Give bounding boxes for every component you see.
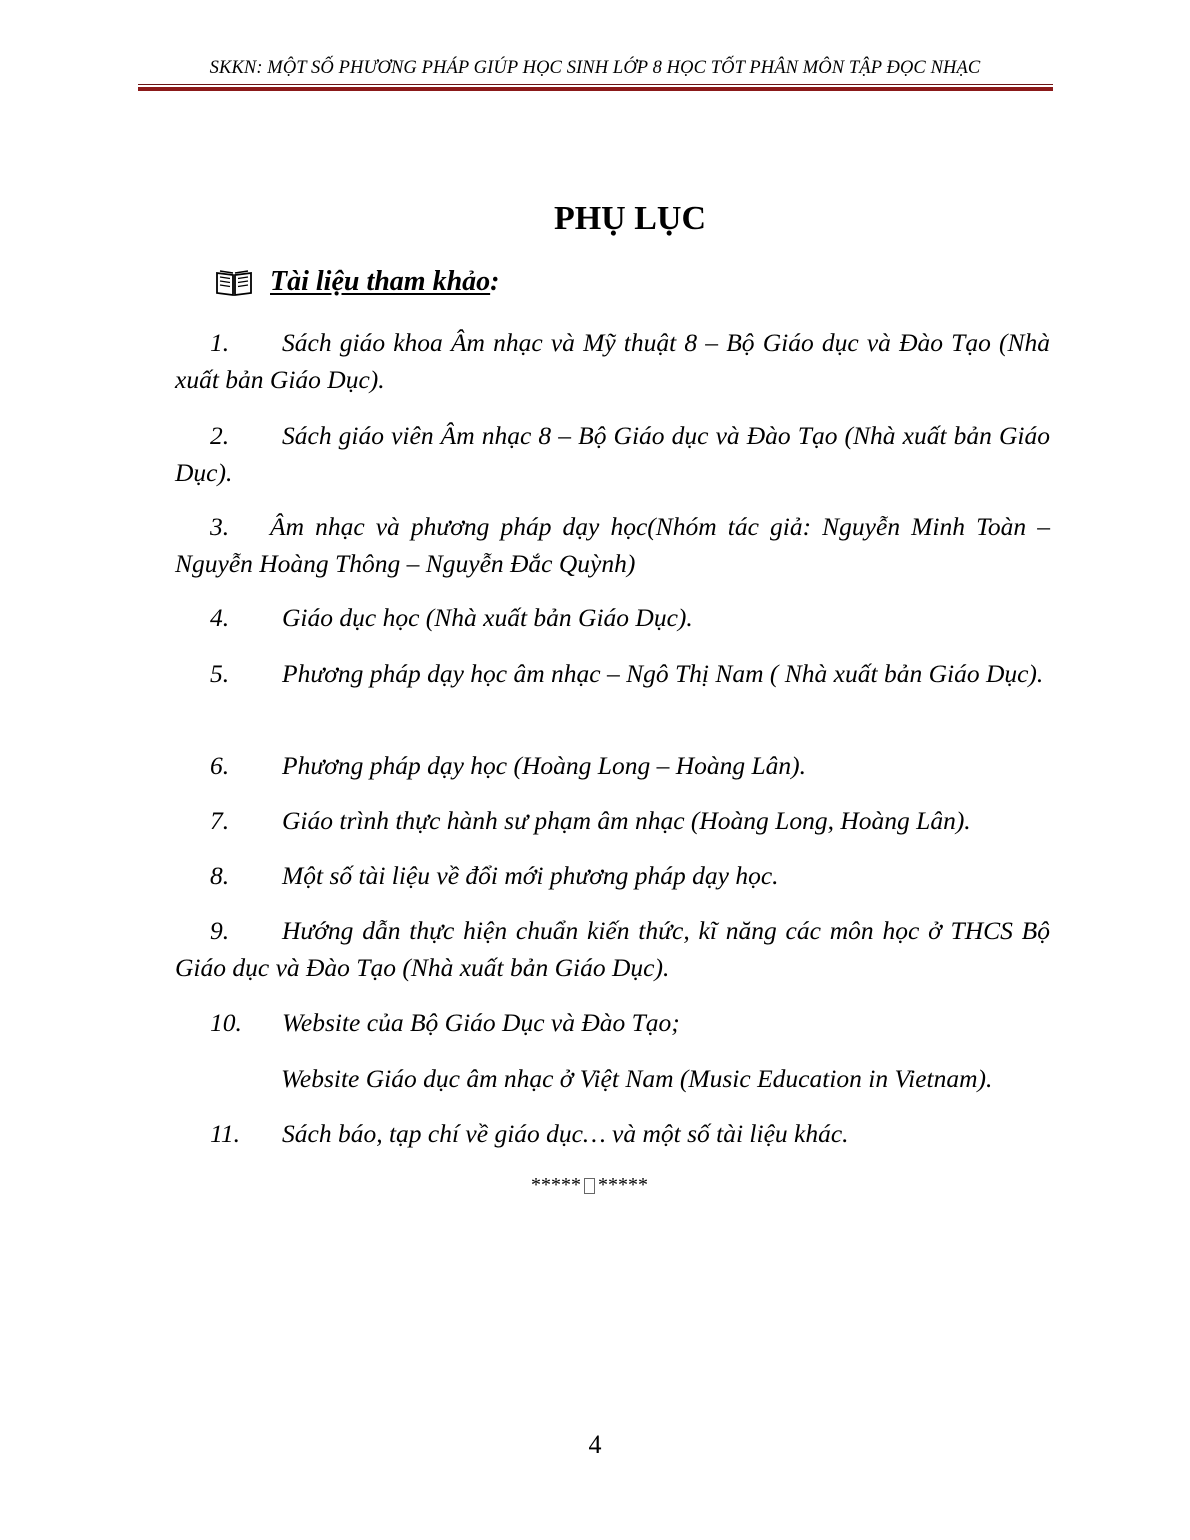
reference-number: 2. bbox=[210, 421, 230, 450]
reference-item-11 bbox=[175, 1115, 1050, 1152]
reference-text: Hướng dẫn thực hiện chuẩn kiến thức, kĩ năng các môn học ở THCS Bộ Giáo dục và Đào Tạo (Nhà xuất bản Giáo Dục). bbox=[175, 916, 1050, 982]
reference-text: Sách báo, tạp chí về giáo dục… và một số tài liệu khác. bbox=[282, 1119, 849, 1148]
reference-number: 4. bbox=[210, 603, 230, 632]
reference-item-3 bbox=[175, 508, 1050, 582]
reference-item-4 bbox=[175, 599, 1050, 636]
reference-item-10-continuation: Website Giáo dục âm nhạc ở Việt Nam (Music Education in Vietnam). bbox=[281, 1064, 993, 1093]
reference-text: Phương pháp dạy học âm nhạc – Ngô Thị Nam ( Nhà xuất bản Giáo Dục). bbox=[282, 659, 1044, 688]
reference-number: 8. bbox=[210, 861, 230, 890]
reference-item-9 bbox=[175, 912, 1050, 986]
reference-item-5 bbox=[175, 655, 1050, 692]
reference-number: 6. bbox=[210, 751, 230, 780]
reference-item-2 bbox=[175, 417, 1050, 491]
reference-item-1 bbox=[175, 324, 1050, 398]
running-header: SKKN: MỘT SỐ PHƯƠNG PHÁP GIÚP HỌC SINH LỚP 8 HỌC TỐT PHÂN MÔN TẬP ĐỌC NHẠC bbox=[209, 58, 981, 78]
reference-number: 10. bbox=[210, 1008, 242, 1037]
header-rule-thick bbox=[138, 87, 1053, 91]
ornament-stars-right: ***** bbox=[598, 1174, 648, 1196]
reference-number: 7. bbox=[210, 806, 230, 835]
open-book-icon bbox=[214, 267, 254, 297]
references-heading-colon: : bbox=[490, 266, 500, 297]
reference-number: 1. bbox=[210, 328, 230, 357]
reference-item-6 bbox=[175, 747, 1050, 784]
reference-item-8 bbox=[175, 857, 1050, 894]
reference-text: Giáo trình thực hành sư phạm âm nhạc (Hoàng Long, Hoàng Lân). bbox=[282, 806, 971, 835]
reference-number: 3. bbox=[210, 512, 230, 541]
missing-glyph-icon bbox=[584, 1178, 595, 1194]
header-rule-thin bbox=[138, 84, 1053, 85]
reference-number: 11. bbox=[210, 1119, 240, 1148]
section-end-ornament bbox=[531, 1174, 648, 1197]
reference-text: Website của Bộ Giáo Dục và Đào Tạo; bbox=[282, 1008, 680, 1037]
reference-text: Sách giáo khoa Âm nhạc và Mỹ thuật 8 – Bộ Giáo dục và Đào Tạo (Nhà xuất bản Giáo Dục). bbox=[175, 328, 1050, 394]
reference-item-7 bbox=[175, 802, 1050, 839]
reference-text: Sách giáo viên Âm nhạc 8 – Bộ Giáo dục và Đào Tạo (Nhà xuất bản Giáo Dục). bbox=[175, 421, 1050, 487]
reference-number: 5. bbox=[210, 659, 230, 688]
reference-item-10 bbox=[175, 1004, 1050, 1041]
ornament-stars-left: ***** bbox=[531, 1174, 581, 1196]
reference-number: 9. bbox=[210, 916, 230, 945]
references-heading bbox=[214, 266, 499, 298]
page-number: 4 bbox=[588, 1430, 602, 1459]
reference-text: Âm nhạc và phương pháp dạy học(Nhóm tác giả: Nguyễn Minh Toàn – Nguyễn Hoàng Thông – Nguyễn Đắc Quỳnh) bbox=[175, 512, 1050, 578]
references-heading-label: Tài liệu tham khảo bbox=[270, 266, 491, 297]
reference-text: Một số tài liệu về đổi mới phương pháp dạy học. bbox=[282, 861, 779, 890]
reference-text: Giáo dục học (Nhà xuất bản Giáo Dục). bbox=[282, 603, 693, 632]
page-title: PHỤ LỤC bbox=[553, 200, 707, 237]
reference-text: Phương pháp dạy học (Hoàng Long – Hoàng Lân). bbox=[282, 751, 807, 780]
